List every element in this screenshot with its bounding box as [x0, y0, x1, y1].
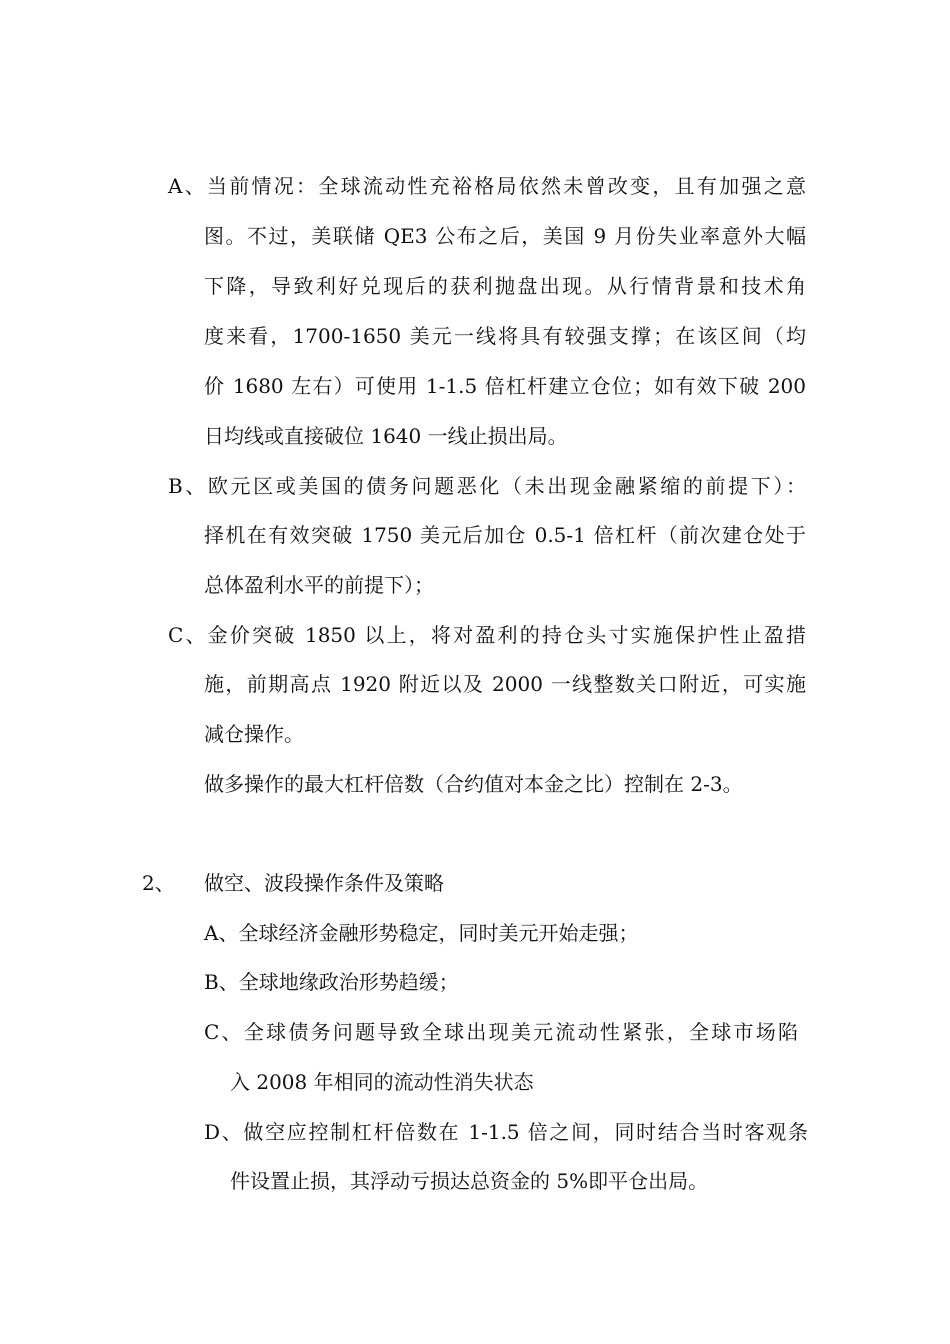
item-c-line-2: 施，前期高点 1920 附近以及 2000 一线整数关口附近，可实施	[204, 672, 806, 696]
item-b-line-2: 择机在有效突破 1750 美元后加仓 0.5-1 倍杠杆（前次建仓处于	[204, 523, 806, 547]
item-a-line-4: 度来看，1700-1650 美元一线将具有较强支撑；在该区间（均	[204, 324, 806, 348]
section-2-item-c-line-1: C、全球债务问题导致全球出现美元流动性紧张，全球市场陷	[204, 1020, 798, 1044]
section-2-item-c-line-2: 入 2008 年相同的流动性消失状态	[230, 1070, 534, 1094]
item-b-line-3: 总体盈利水平的前提下）；	[204, 573, 434, 597]
item-a-line-1: A、当前情况：全球流动性充裕格局依然未曾改变，且有加强之意	[168, 174, 806, 198]
item-b-line-1: B、欧元区或美国的债务问题恶化（未出现金融紧缩的前提下）：	[168, 474, 806, 498]
item-c-line-1: C、金价突破 1850 以上，将对盈利的持仓头寸实施保护性止盈措	[168, 623, 806, 647]
section-2-number: 2、	[142, 871, 175, 895]
leverage-note: 做多操作的最大杠杆倍数（合约值对本金之比）控制在 2-3。	[204, 772, 743, 796]
section-2-item-d-line-2: 件设置止损，其浮动亏损达总资金的 5%即平仓出局。	[230, 1169, 709, 1193]
item-a-line-5: 价 1680 左右）可使用 1-1.5 倍杠杆建立仓位；如有效下破 200	[204, 374, 806, 398]
section-2-item-d-line-1: D、做空应控制杠杆倍数在 1-1.5 倍之间，同时结合当时客观条	[204, 1120, 808, 1144]
item-a-line-3: 下降，导致利好兑现后的获利抛盘出现。从行情背景和技术角	[204, 274, 806, 298]
item-a-line-6: 日均线或直接破位 1640 一线止损出局。	[204, 424, 568, 448]
section-2-heading: 做空、波段操作条件及策略	[204, 871, 444, 895]
item-a-line-2: 图。不过，美联储 QE3 公布之后，美国 9 月份失业率意外大幅	[204, 224, 806, 248]
section-2-item-b: B、全球地缘政治形势趋缓；	[204, 970, 459, 994]
item-c-line-3: 减仓操作。	[204, 722, 304, 746]
section-2-item-a: A、全球经济金融形势稳定，同时美元开始走强；	[204, 921, 639, 945]
